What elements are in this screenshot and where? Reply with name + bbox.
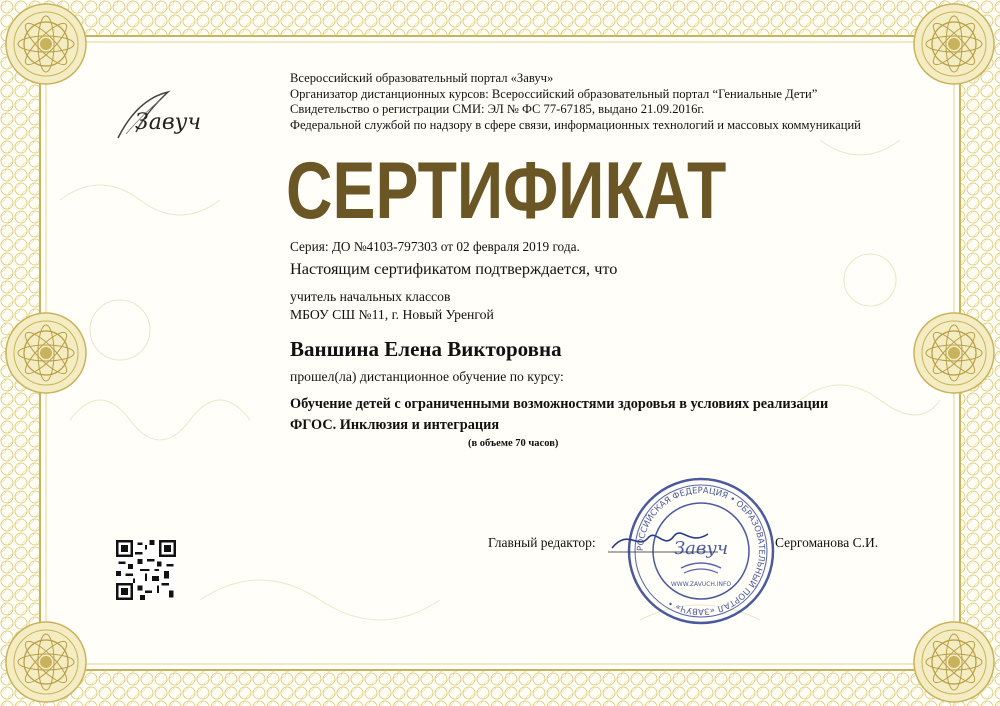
- seal-site-text: WWW.ZAVUCH.INFO: [670, 581, 732, 588]
- certificate-title: СЕРТИФИКАТ: [286, 145, 727, 236]
- course-title: Обучение детей с ограниченными возможностями здоровья в условиях реализации ФГОС. Инклюзия и интеграция: [290, 396, 829, 433]
- seal-center-text: Завуч: [673, 538, 729, 559]
- qr-code: [116, 540, 176, 600]
- recipient-position: учитель начальных классов: [290, 289, 451, 304]
- header-block: [290, 71, 861, 133]
- header-line-organizer: Организатор дистанционных курсов: Всероссийский образовательный портал “Гениальные Дети”: [290, 86, 818, 101]
- recipient-name: Ваншина Елена Викторовна: [290, 337, 562, 361]
- series-number: Серия: ДО №4103-797303 от 02 февраля 2019 года.: [290, 239, 580, 254]
- recipient-school: МБОУ СШ №11, г. Новый Уренгой: [290, 307, 494, 322]
- editor-name: Сергоманова С.И.: [775, 535, 879, 550]
- confirm-text: Настоящим сертификатом подтверждается, что: [290, 259, 618, 278]
- course-hours: (в объеме 70 часов): [468, 438, 559, 449]
- header-line-portal: Всероссийский образовательный портал «Завуч»: [290, 71, 554, 85]
- passed-text: прошел(ла) дистанционное обучение по курсу:: [290, 369, 564, 384]
- editor-label: Главный редактор:: [488, 535, 596, 550]
- logo-text: Завуч: [135, 110, 202, 135]
- header-line-registration: Свидетельство о регистрации СМИ: ЭЛ № ФС 77-67185, выдано 21.09.2016г.: [290, 102, 705, 117]
- header-line-agency: Федеральной службой по надзору в сфере связи, информационных технологий и массовых коммуникаций: [290, 117, 861, 132]
- official-seal: [626, 476, 776, 626]
- seal-ring-text: РОССИЙСКАЯ ФЕДЕРАЦИЯ • ОБРАЗОВАТЕЛЬНЫЙ ПОРТАЛ «ЗАВУЧ» •: [635, 485, 767, 617]
